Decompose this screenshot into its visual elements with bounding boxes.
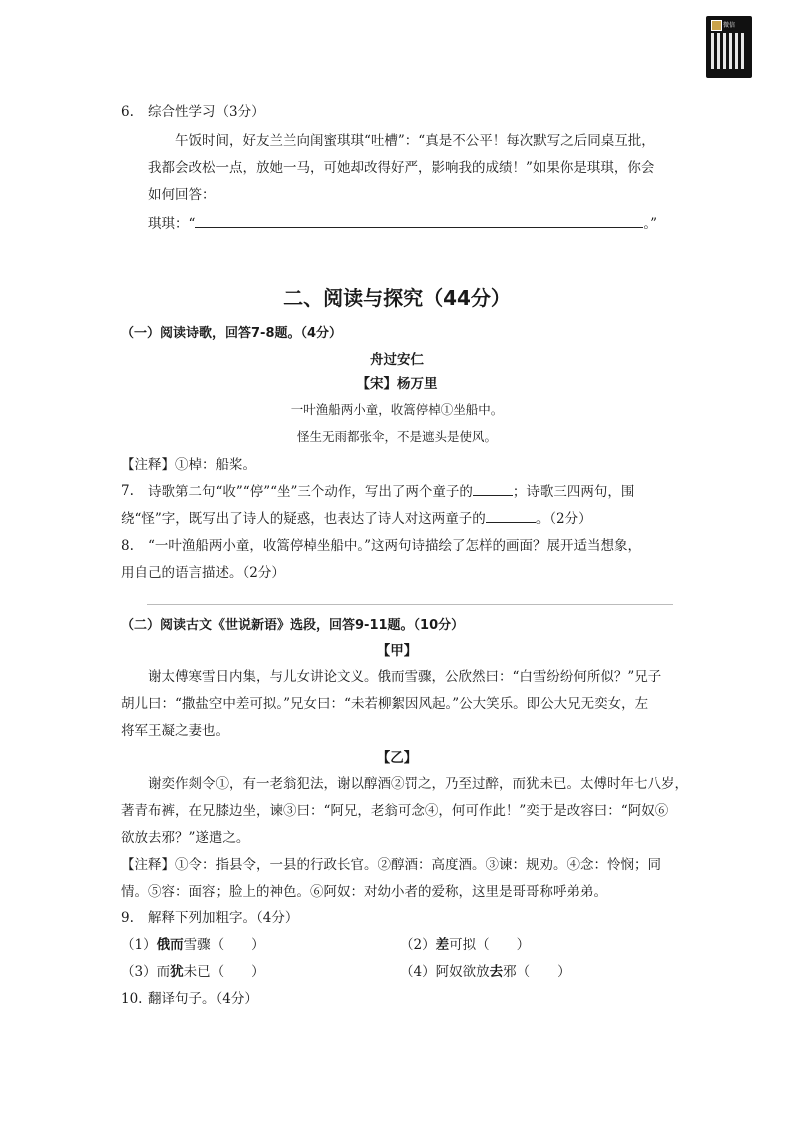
q7-line2	[121, 512, 592, 527]
qr-caption: 微信	[723, 22, 736, 29]
q6-paragraph-line3: 如何回答：	[148, 187, 216, 203]
q10-number: 10.	[121, 991, 143, 1007]
q7-text-c: 绕“怪”字，既写出了诗人的疑惑，也表达了诗人对这两童子的	[121, 511, 486, 527]
q6-number: 6.	[121, 104, 134, 120]
q9-item-4-bold: 去	[489, 964, 504, 980]
q6-answer-line	[148, 217, 657, 232]
jia-label: 【甲】	[376, 643, 418, 659]
q7-blank2[interactable]	[486, 512, 536, 523]
q9-item-2	[400, 939, 530, 953]
qr-code	[706, 16, 752, 78]
qr-logo-icon	[711, 20, 722, 31]
q8-number: 8.	[121, 538, 134, 554]
yi-label: 【乙】	[376, 750, 418, 766]
q7-number: 7.	[121, 483, 134, 499]
q10-title: 翻译句子。（4分）	[148, 991, 258, 1007]
jia-line3: 将军王凝之妻也。	[121, 723, 229, 739]
q6-answer-suffix: 。”	[643, 216, 658, 232]
q7-text-b: ；诗歌三四两句，围	[512, 484, 635, 500]
q7-line1	[148, 485, 634, 500]
yi-line1: 谢奕作剡令①，有一老翁犯法，谢以醇酒②罚之，乃至过醉，而犹未已。太傅时年七八岁，	[148, 776, 688, 792]
q9-item-1-bold: 俄而	[156, 937, 184, 953]
jia-line2: 胡儿曰：“撒盐空中差可拟。”兄女曰：“未若柳絮因风起。”公大笑乐。即公大兄无奕女，左	[121, 696, 649, 712]
poem-author: 【宋】杨万里	[356, 376, 438, 392]
q9-item-3-bold: 犹	[170, 964, 184, 980]
q9-item-3-suffix: 未已（ ）	[183, 964, 265, 980]
q9-item-2-suffix: 可拟（ ）	[449, 937, 531, 953]
q9-item-2-bold: 差	[435, 937, 450, 953]
poem-line1: 一叶渔船两小童，收篙停棹①坐船中。	[290, 402, 504, 417]
yi-line2: 著青布裤，在兄膝边坐，谏③曰：“阿兄，老翁可念④，何可作此！”奕于是改容曰：“阿奴⑥	[121, 803, 669, 819]
q9-item-3	[121, 966, 265, 980]
classic-section-heading: （二）阅读古文《世说新语》选段，回答9-11题。（10分）	[121, 618, 465, 633]
q7-text-d: 。（2分）	[535, 511, 592, 527]
poem-section-heading: （一）阅读诗歌，回答7-8题。（4分）	[121, 326, 343, 341]
q7-text-a: 诗歌第二句“收”“停”“坐”三个动作，写出了两个童子的	[148, 484, 473, 500]
poem-note: 【注释】①棹：船桨。	[121, 457, 256, 473]
qr-pattern	[711, 33, 747, 69]
classic-note-line1: 【注释】①令：指县令，一县的行政长官。②醇酒：高度酒。③谏：规劝。④念：怜悯；同	[121, 857, 661, 873]
q6-paragraph-line1: 午饭时间，好友兰兰向闺蜜琪琪“吐槽”：“真是不公平！每次默写之后同桌互批，	[175, 133, 655, 149]
q6-paragraph-line2: 我都会改松一点，放她一马，可她却改得好严，影响我的成绩！”如果你是琪琪，你会	[148, 160, 655, 176]
q9-item-1-suffix: 雪骤（ ）	[183, 937, 265, 953]
q7-blank1[interactable]	[473, 485, 513, 496]
yi-line3: 欲放去邪？”遂遣之。	[121, 830, 250, 846]
poem-title: 舟过安仁	[370, 352, 424, 368]
poem-line2: 怪生无雨都张伞，不是遮头是使风。	[296, 429, 497, 444]
classic-note-line2: 情。⑤容：面容；脸上的神色。⑥阿奴：对幼小者的爱称，这里是哥哥称呼弟弟。	[121, 884, 607, 900]
q6-answer-blank[interactable]	[195, 217, 643, 228]
q9-item-1-prefix: （1）	[121, 937, 157, 953]
q9-item-4-prefix: （4）阿奴欲放	[400, 964, 490, 980]
q8-line1: “一叶渔船两小童，收篙停棹坐船中。”这两句诗描绘了怎样的画面？展开适当想象，	[148, 538, 642, 554]
q9-title: 解释下列加粗字。（4分）	[148, 910, 299, 926]
jia-line1: 谢太傅寒雪日内集，与儿女讲论文义。俄而雪骤，公欣然曰：“白雪纷纷何所似？”兄子	[148, 669, 662, 685]
q6-answer-prefix: 琪琪：“	[148, 216, 196, 232]
q9-item-1	[121, 939, 265, 953]
q9-number: 9.	[121, 910, 134, 926]
q9-item-4-suffix: 邪（ ）	[503, 964, 571, 980]
q9-item-4	[400, 966, 571, 980]
section-title: 二、阅读与探究（44分）	[283, 286, 511, 310]
q9-item-3-prefix: （3）而	[121, 964, 171, 980]
q6-title: 综合性学习（3分）	[148, 104, 265, 120]
section-divider	[147, 604, 673, 605]
q8-line2: 用自己的语言描述。（2分）	[121, 565, 285, 581]
q9-item-2-prefix: （2）	[400, 937, 436, 953]
